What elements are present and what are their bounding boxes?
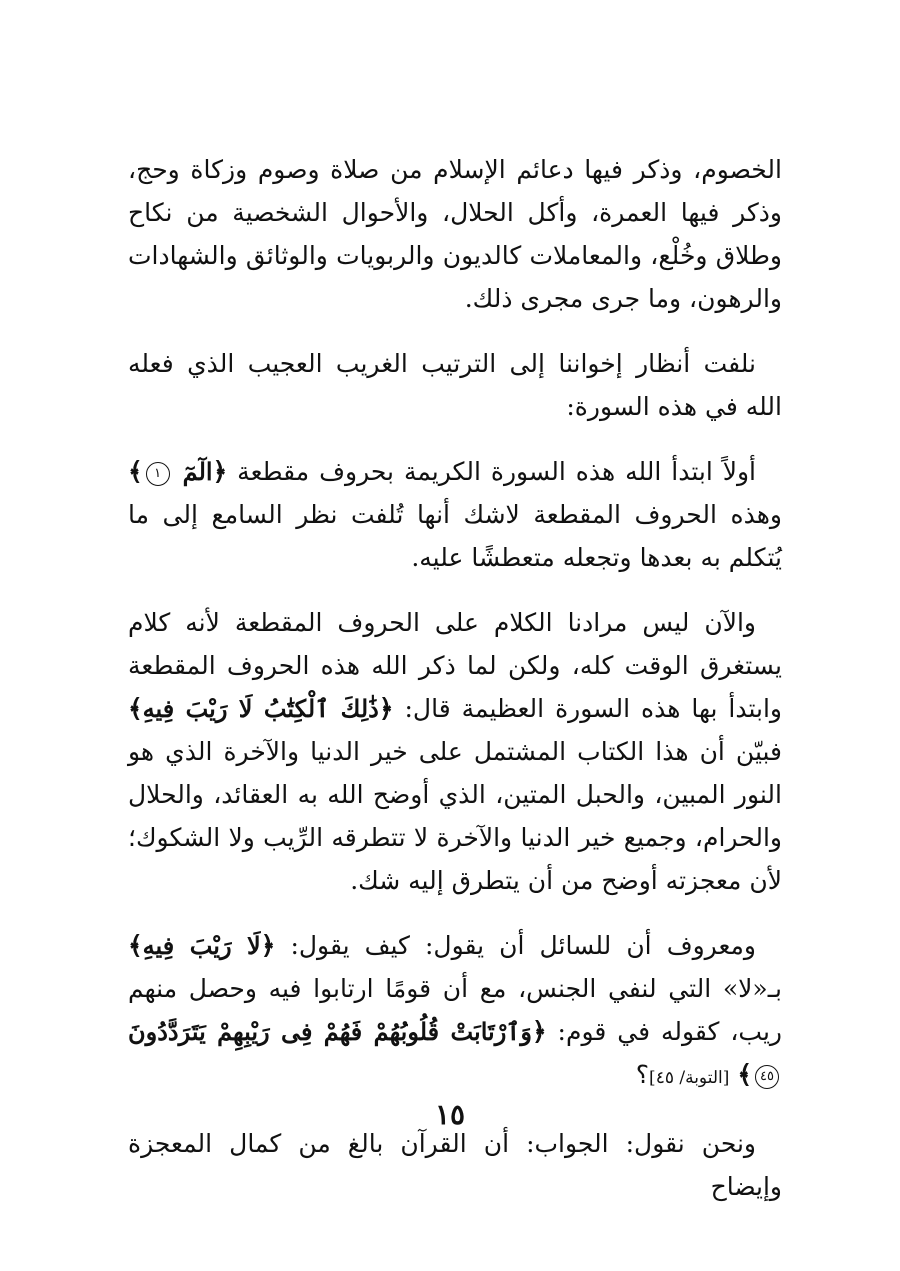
verse-number-badge: ١ (146, 462, 170, 486)
paragraph-5 (128, 924, 782, 1100)
paragraph-5-middle: بـ«لا» التي لنفي الجنس، مع أن قومًا ارتابوا فيه وحصل منهم ريب، كقوله في قوم: (128, 974, 783, 1046)
paragraph-4-after: فبيّن أن هذا الكتاب المشتمل على خير الدنيا والآخرة الذي هو النور المبين، والحبل المتين، الذي أوضح الله به العقائد، والحلال والحرام، وجميع خير الدنيا والآخرة لا تتطرقه الرِّيب ولا الشكوك؛ لأن معجزته أوضح من أن يتطرق إليه شك. (128, 737, 782, 895)
quran-bracket-open: ﴿ (531, 1017, 547, 1046)
question-mark: ؟ (635, 1060, 650, 1089)
paragraph-3-after: وهذه الحروف المقطعة لاشك أنها تُلفت نظر السامع إلى ما يُتكلم به بعدها وتجعله متعطشًا عليه. (128, 500, 782, 572)
quran-bracket-close: ﴾ (128, 694, 143, 723)
quran-quote: ذَٰلِكَ ٱلْكِتَٰبُ لَا رَيْبَ فِيهِ (142, 694, 379, 723)
paragraph-3-before: أولاً ابتدأ الله هذه السورة الكريمة بحروف مقطعة (237, 457, 757, 486)
paragraph-6-text: ونحن نقول: الجواب: أن القرآن بالغ من كمال المعجزة وإيضاح (128, 1129, 782, 1201)
quran-bracket-close: ﴾ (128, 457, 143, 486)
quran-bracket-open: ﴿ (260, 931, 276, 960)
paragraph-2-text: نلفت أنظار إخواننا إلى الترتيب الغريب العجيب الذي فعله الله في هذه السورة: (128, 349, 782, 421)
quran-quote: لَا رَيْبَ فِيهِ (142, 931, 261, 960)
page-number: ١٥ (434, 1098, 466, 1131)
paragraph-6 (128, 1122, 782, 1208)
paragraph-3 (128, 450, 782, 579)
paragraph-1-text: الخصوم، وذكر فيها دعائم الإسلام من صلاة وصوم وزكاة وحج، وذكر فيها العمرة، وأكل الحلال، والأحوال الشخصية من نكاح وطلاق وخُلْع، والمعاملات كالديون والربويات والوثائق والشهادات والرهون، وما جرى مجرى ذلك. (128, 155, 782, 313)
quran-bracket-close: ﴾ (737, 1060, 752, 1089)
quran-bracket-close: ﴾ (128, 931, 143, 960)
quran-bracket-open: ﴿ (378, 694, 394, 723)
paragraph-4 (128, 601, 782, 902)
page-body (128, 148, 782, 1230)
quran-bracket-open: ﴿ (212, 457, 228, 486)
paragraph-1 (128, 148, 782, 320)
quran-quote: الٓمٓ (182, 457, 213, 486)
quran-quote: وَٱرْتَابَتْ قُلُوبُهُمْ فَهُمْ فِى رَيْبِهِمْ يَتَرَدَّدُونَ (128, 1017, 532, 1046)
paragraph-5-before: ومعروف أن للسائل أن يقول: كيف يقول: (290, 931, 757, 960)
paragraph-2 (128, 342, 782, 428)
paragraph-4-before: والآن ليس مرادنا الكلام على الحروف المقطعة لأنه كلام يستغرق الوقت كله، ولكن لما ذكر الله هذه الحروف المقطعة وابتدأ بها هذه السورة العظيمة قال: (128, 608, 782, 723)
verse-number-badge: ٤٥ (755, 1065, 779, 1089)
surah-reference: [التوبة/ ٤٥] (649, 1068, 730, 1088)
